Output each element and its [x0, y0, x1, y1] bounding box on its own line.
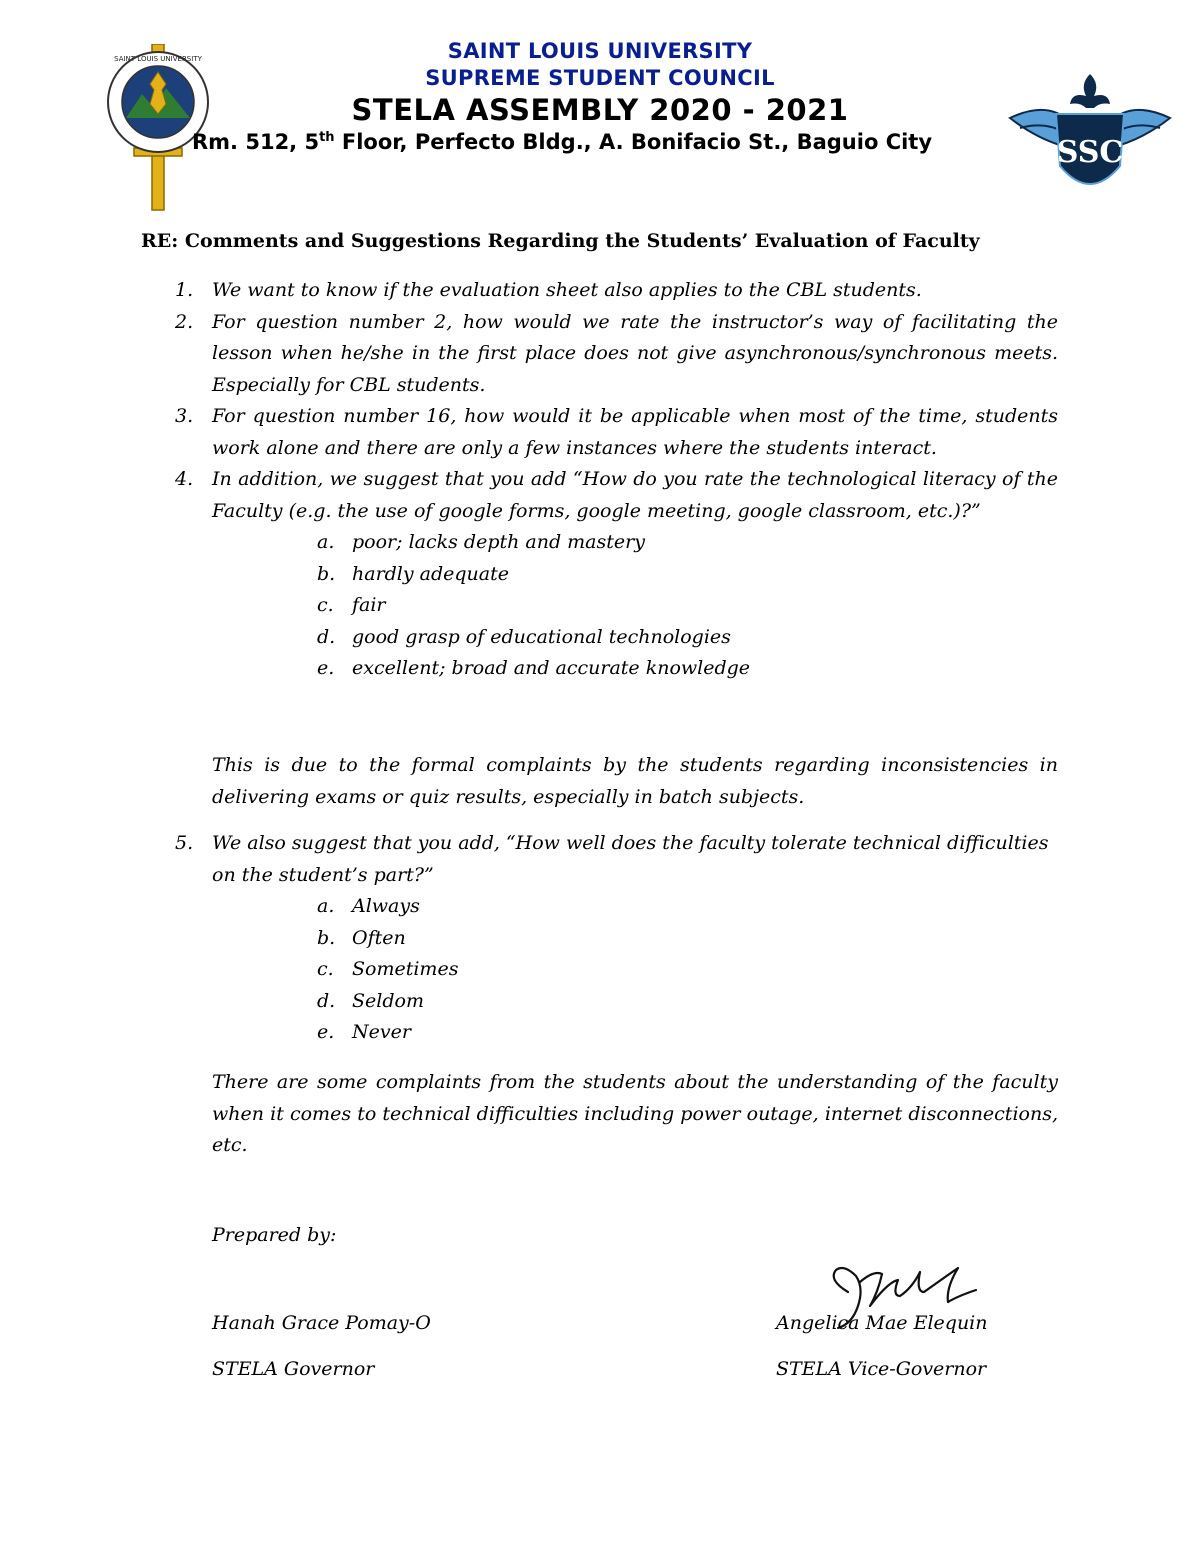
paragraph-complaints-technical: There are some complaints from the students about the understanding of the faculty when it comes to technical difficulties including power outage, internet disconnections, etc.	[212, 1071, 1058, 1156]
option-item: a. poor; lacks depth and mastery	[317, 531, 645, 553]
signatory-title: STELA Governor	[212, 1358, 375, 1380]
option-item: c. Sometimes	[317, 958, 459, 980]
option-item: a. Always	[317, 895, 420, 917]
signatory-name: Angelica Mae Elequin	[776, 1312, 988, 1334]
council-name: SUPREME STUDENT COUNCIL	[425, 66, 775, 90]
ssc-emblem-letters: SSC	[1056, 135, 1124, 170]
list-item: 1. We want to know if the evaluation sheet also applies to the CBL students.	[175, 279, 922, 301]
option-item: e. excellent; broad and accurate knowledge	[317, 657, 751, 679]
option-item: c. fair	[317, 594, 386, 616]
rating-options	[212, 527, 1058, 685]
option-item: d. good grasp of educational technologies	[317, 625, 731, 648]
paragraph-complaints-exams: This is due to the formal complaints by the students regarding inconsistencies in delivering exams or quiz results, especially in batch subjects.	[212, 754, 1058, 808]
list-item: 3. For question number 16, how would it be applicable when most of the time, students work alone and there are only a few instances where the students interact.	[175, 405, 1058, 459]
prepared-by-label: Prepared by:	[212, 1224, 337, 1246]
list-item: 5. We also suggest that you add, “How well does the faculty tolerate technical difficulties on the student’s part?” a. Always b. Often c. Sometimes d. Seldom e. Never	[165, 828, 1058, 1049]
list-item: 4. In addition, we suggest that you add “How do you rate the technological literacy of the Faculty (e.g. the use of google forms, google meeting, google classroom, etc.)?” a. poor; lacks depth and mastery b. hardly adequate c. fair d. good grasp of educational technologies e. excellent; broad and accurate knowledge	[165, 464, 1058, 685]
frequency-options	[212, 891, 1058, 1049]
university-name: SAINT LOUIS UNIVERSITY	[447, 39, 753, 63]
option-item: e. Never	[317, 1021, 411, 1043]
suggestions-list	[165, 275, 1058, 685]
subject-line: RE: Comments and Suggestions Regarding the Students’ Evaluation of Faculty	[141, 230, 980, 252]
slu-seal-text: SAINT LOUIS UNIVERSITY	[114, 55, 202, 63]
suggestions-list-continued	[165, 828, 1058, 1049]
signatory-title: STELA Vice-Governor	[776, 1358, 987, 1380]
assembly-title: STELA ASSEMBLY 2020 - 2021	[351, 93, 849, 127]
option-item: d. Seldom	[317, 989, 424, 1012]
option-item: b. Often	[317, 926, 406, 949]
letterhead	[0, 38, 1200, 128]
signatory-name: Hanah Grace Pomay-O	[212, 1312, 431, 1334]
address-line: Rm. 512, 5th Floor, Perfecto Bldg., A. Bonifacio St., Baguio City	[192, 130, 933, 154]
list-item: 2. For question number 2, how would we rate the instructor’s way of facilitating the lesson when he/she in the first place does not give asynchronous/synchronous meets. Especially for CBL students.	[175, 310, 1058, 396]
option-item: b. hardly adequate	[317, 562, 510, 585]
